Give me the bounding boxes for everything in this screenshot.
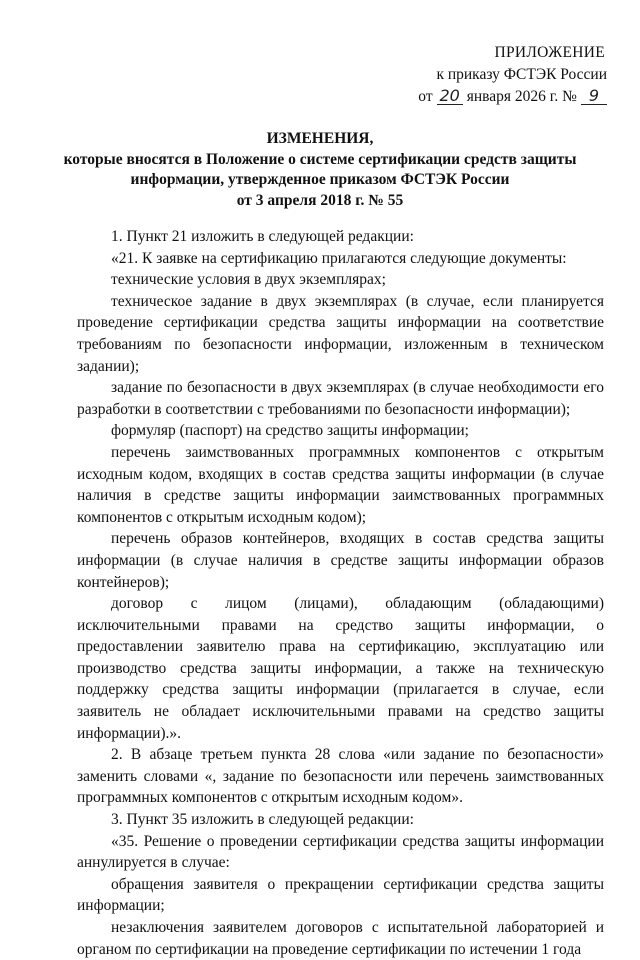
- document-body: [77, 226, 604, 960]
- paragraph: обращения заявителя о прекращении сертификации средства защиты информации;: [77, 875, 604, 915]
- appendix-title: ПРИЛОЖЕНИЕ: [494, 44, 605, 61]
- handwritten-day: 20: [437, 88, 463, 105]
- heading-date: от 3 апреля 2018 г. № 55: [236, 191, 404, 209]
- appendix-date-line: [418, 86, 607, 108]
- paragraph: договор с лицом (лицами), обладающим (обладающими) исключительными правами на средство защиты информации, о предоставлении заявителю права на сертификацию, эксплуатацию или производство средства защиты информации, а также на техническую поддержку средства защиты информации (прилагается в случае, если заявитель не обладает исключительными правами на средство защиты информации).».: [77, 595, 604, 742]
- heading-title: ИЗМЕНЕНИЯ,: [266, 130, 374, 147]
- paragraph: перечень заимствованных программных компонентов с открытым исходным кодом, входящих в состав средства защиты информации (в случае наличия в средстве защиты информации заимствованных программных компонентов с открытым исходным кодом);: [77, 443, 604, 526]
- paragraph: «35. Решение о проведении сертификации средства защиты информации аннулируется в случае:: [77, 832, 604, 872]
- paragraph: техническое задание в двух экземплярах (в случае, если планируется проведение сертификации средства защиты информации на соответствие требованиям по безопасности информации, изложенным в техническом задании);: [77, 292, 604, 375]
- paragraph: 2. В абзаце третьем пункта 28 слова «или задание по безопасности» заменить словами «, задание по безопасности или перечень заимствованных программных компонентов с открытым исходным кодом».: [77, 746, 604, 807]
- paragraph: «21. К заявке на сертификацию прилагаются следующие документы:: [111, 249, 567, 267]
- document-heading: [40, 129, 600, 211]
- paragraph: формуляр (паспорт) на средство защиты информации;: [111, 422, 469, 440]
- paragraph: перечень образов контейнеров, входящих в состав средства защиты информации (в случае наличия в средстве защиты информации образов контейнеров);: [77, 530, 604, 591]
- date-prefix: от: [418, 88, 433, 105]
- paragraph: 1. Пункт 21 изложить в следующей редакции:: [111, 228, 414, 245]
- appendix-order-reference: к приказу ФСТЭК России: [436, 66, 607, 83]
- heading-subtitle: которые вносятся в Положение о системе сертификации средств защиты информации, утвержденное приказом ФСТЭК России: [63, 150, 577, 188]
- appendix-block: [418, 42, 607, 108]
- date-rest: января 2026 г. №: [466, 88, 577, 105]
- handwritten-order-number: 9: [581, 88, 607, 105]
- paragraph: задание по безопасности в двух экземплярах (в случае необходимости его разработки в соответствии с требованиями по безопасности информации);: [77, 379, 604, 418]
- paragraph: 3. Пункт 35 изложить в следующей редакции:: [111, 811, 414, 829]
- paragraph: технические условия в двух экземплярах;: [111, 271, 386, 289]
- paragraph: незаключения заявителем договоров с испытательной лабораторией и органом по сертификации на проведение сертификации по истечении 1 года: [77, 919, 604, 958]
